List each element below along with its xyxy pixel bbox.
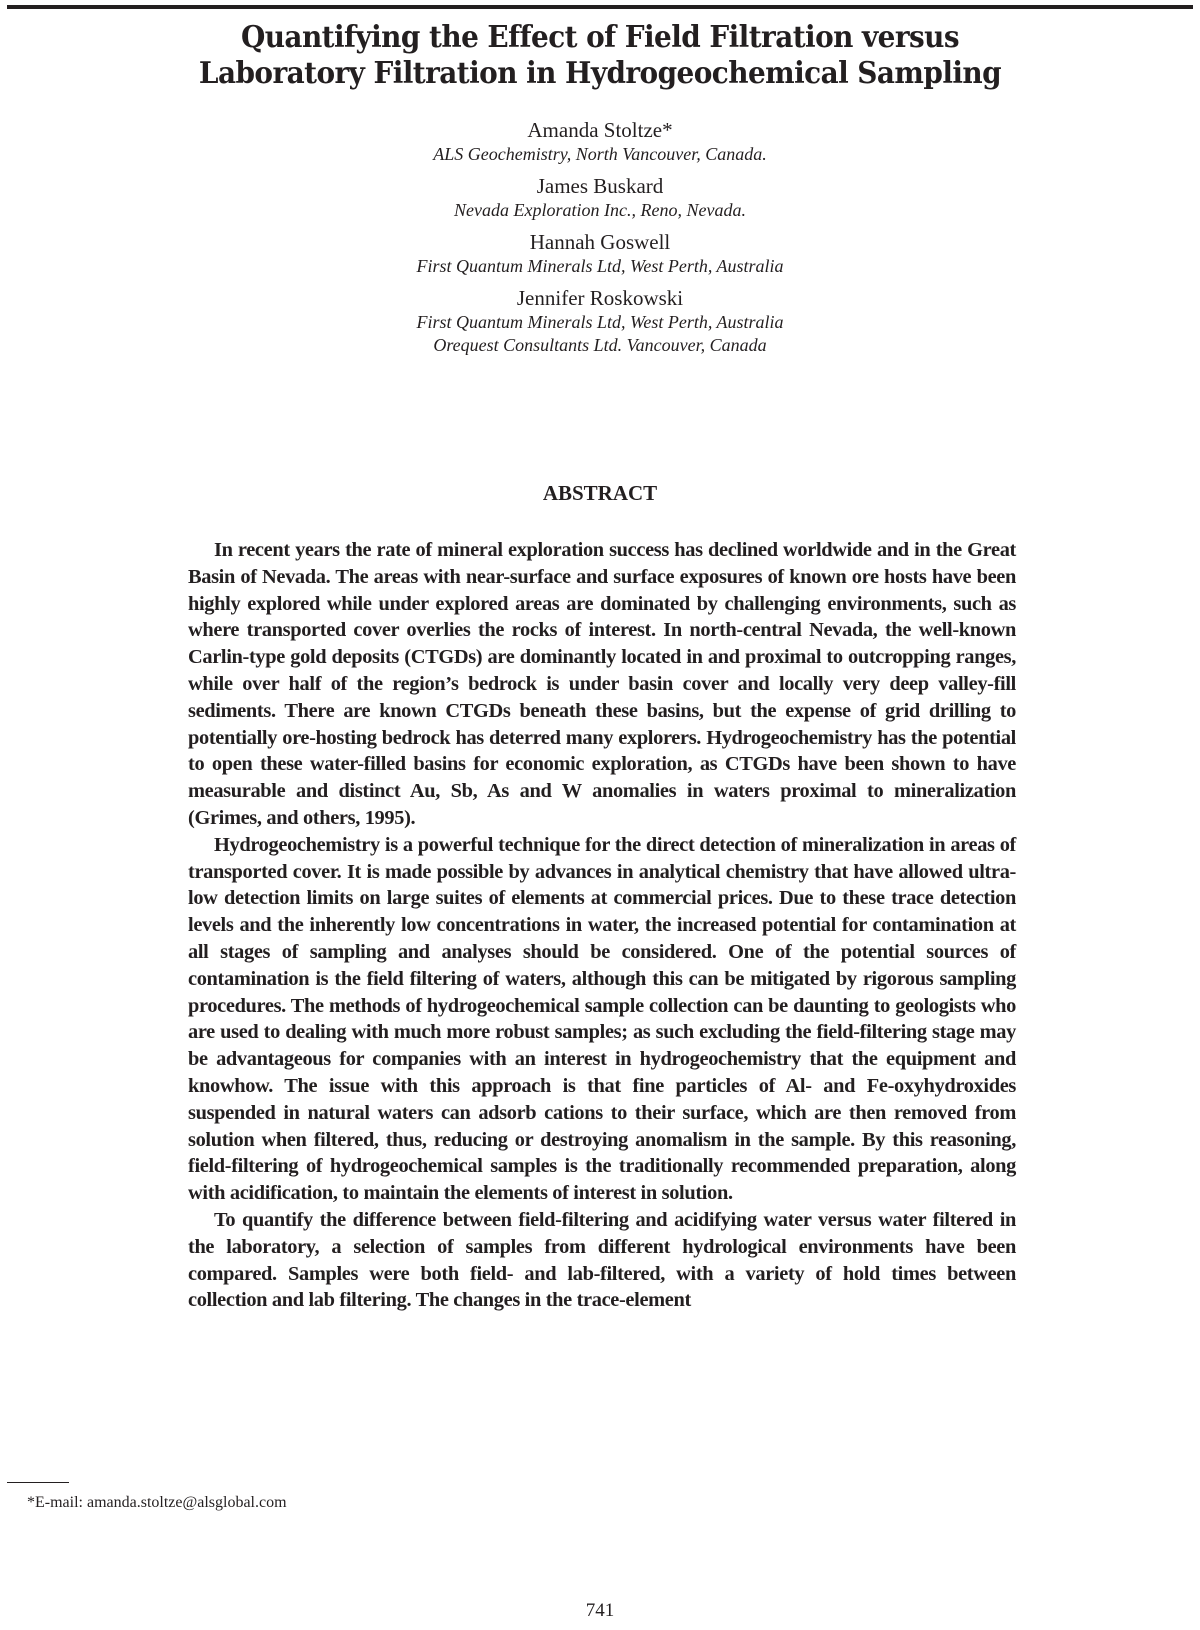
paper-title [42, 20, 1158, 92]
abstract-body [188, 537, 1016, 1314]
author-affiliation: First Quantum Minerals Ltd, West Perth, Australia [416, 312, 784, 332]
author-affiliation: Orequest Consultants Ltd. Vancouver, Canada [433, 335, 767, 355]
abstract-paragraph: Hydrogeochemistry is a powerful technique for the direct detection of mineralization in areas of transported cover. It is made possible by advances in analytical chemistry that have allowed ultra-low detection limits on large suites of elements at commercial prices. Due to these trace detection levels and the inherently low concentrations in water, the increased potential for contamination at all stages of sampling and analyses should be considered. One of the potential sources of contamination is the field filtering of waters, although this can be mitigated by rigorous sampling procedures. The methods of hydrogeochemical sample collection can be daunting to geologists who are used to dealing with much more robust samples; as such excluding the field-filtering stage may be advantageous for companies with an interest in hydrogeochemistry that the equipment and knowhow. The issue with this approach is that fine particles of Al- and Fe-oxyhydroxides suspended in natural waters can adsorb cations to their surface, which are then removed from solution when filtered, thus, reducing or destroying anomalism in the sample. By this reasoning, field-filtering of hydrogeochemical samples is the traditionally recommended preparation, along with acidification, to maintain the elements of interest in solution. [188, 833, 1016, 1205]
author-name: Hannah Goswell [529, 230, 671, 254]
abstract-paragraph: In recent years the rate of mineral exploration success has declined worldwide and in the Great Basin of Nevada. The areas with near-surface and surface exposures of known ore hosts have been highly explored while under explored areas are dominated by challenging environments, such as where transported cover overlies the rocks of interest. In north-central Nevada, the well-known Carlin-type gold deposits (CTGDs) are dominantly located in and proximal to outcropping ranges, while over half of the region’s bedrock is under basin cover and locally very deep valley-fill sediments. There are known CTGDs beneath these basins, but the expense of grid drilling to potentially ore-hosting bedrock has deterred many explorers. Hydrogeochemistry has the potential to open these water-filled basins for economic exploration, as CTGDs have been shown to have measurable and distinct Au, Sb, As and W anomalies in waters proximal to mineralization (Grimes, and others, 1995). [188, 539, 1016, 829]
author-name: Jennifer Roskowski [516, 286, 684, 310]
author-list [0, 118, 1200, 365]
author-affiliation: ALS Geochemistry, North Vancouver, Canada. [433, 144, 767, 164]
author-name: James Buskard [536, 174, 664, 198]
author-block [0, 230, 1200, 278]
title-line-1: Quantifying the Effect of Field Filtration versus [240, 20, 960, 55]
abstract-paragraph: To quantify the difference between field-filtering and acidifying water versus water filtered in the laboratory, a selection of samples from different hydrological environments have been compared. Samples were both field- and lab-filtered, with a variety of hold times between collection and lab filtering. The changes in the trace-element [188, 1208, 1016, 1312]
footnote-rule [7, 1482, 69, 1483]
author-affiliation: First Quantum Minerals Ltd, West Perth, Australia [416, 256, 784, 276]
author-name: Amanda Stoltze* [527, 118, 673, 142]
author-affiliation: Nevada Exploration Inc., Reno, Nevada. [454, 200, 746, 220]
page-number: 741 [585, 1600, 615, 1621]
author-block [0, 174, 1200, 222]
footnote-email: *E-mail: amanda.stoltze@alsglobal.com [27, 1494, 287, 1511]
title-line-2: Laboratory Filtration in Hydrogeochemical Sampling [198, 56, 1002, 91]
header-rule [7, 5, 1193, 9]
abstract-heading: ABSTRACT [542, 481, 658, 505]
author-block [0, 118, 1200, 166]
author-block [0, 286, 1200, 357]
